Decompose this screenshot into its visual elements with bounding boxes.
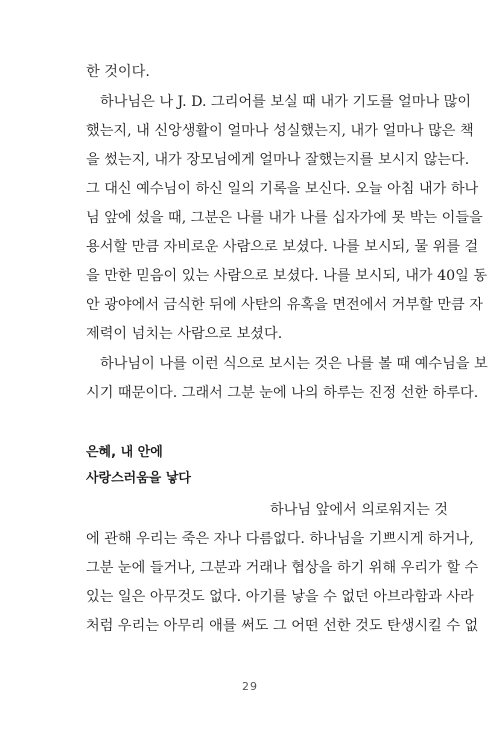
body-line: 했는지, 내 신앙생활이 얼마나 성실했는지, 내가 얼마나 많은 책: [86, 123, 474, 139]
body-line: 그 대신 예수님이 하신 일의 기록을 보신다. 오늘 아침 내가 하나: [86, 181, 479, 197]
body-line: 시기 때문이다. 그래서 그분 눈에 나의 하루는 진정 선한 하루다.: [86, 385, 479, 401]
body-line: 님 앞에 섰을 때, 그분은 나를 내가 나를 십자가에 못 박는 이들을: [86, 210, 483, 226]
body-line: 제력이 넘치는 사람으로 보셨다.: [86, 326, 283, 342]
body-line: 하나님은 나 J. D. 그리어를 보실 때 내가 기도를 얼마나 많이: [100, 94, 472, 110]
body-line: 한 것이다.: [86, 64, 150, 80]
body-line: 있는 일은 아무것도 없다. 아기를 낳을 수 없던 아브라함과 사라: [86, 589, 474, 605]
body-line: 하나님 앞에서 의로워지는 것: [270, 502, 448, 518]
body-line: 하나님이 나를 이런 식으로 보시는 것은 나를 볼 때 예수님을 보: [100, 356, 488, 372]
page-number: 29: [242, 680, 258, 693]
body-line: 그분 눈에 들거나, 그분과 거래나 협상을 하기 위해 우리가 할 수: [86, 560, 479, 576]
body-line: 을 썼는지, 내가 장모님에게 얼마나 잘했는지를 보시지 않는다.: [86, 152, 470, 168]
body-line: 에 관해 우리는 죽은 자나 다름없다. 하나님을 기쁘시게 하거나,: [86, 531, 474, 547]
body-line: 처럼 우리는 아무리 애를 써도 그 어떤 선한 것도 탄생시킬 수 없: [86, 618, 479, 634]
body-line: 을 만한 믿음이 있는 사람으로 보셨다. 나를 보시되, 내가 40일 동: [86, 268, 488, 284]
body-line: 용서할 만큼 자비로운 사람으로 보셨다. 나를 보시되, 물 위를 걸: [86, 239, 479, 255]
body-line: 안 광야에서 금식한 뒤에 사탄의 유혹을 면전에서 거부할 만큼 자: [86, 297, 483, 313]
section-heading-line-2: 사랑스러움을 낳다: [86, 471, 191, 486]
section-heading-line-1: 은혜, 내 안에: [86, 445, 163, 460]
